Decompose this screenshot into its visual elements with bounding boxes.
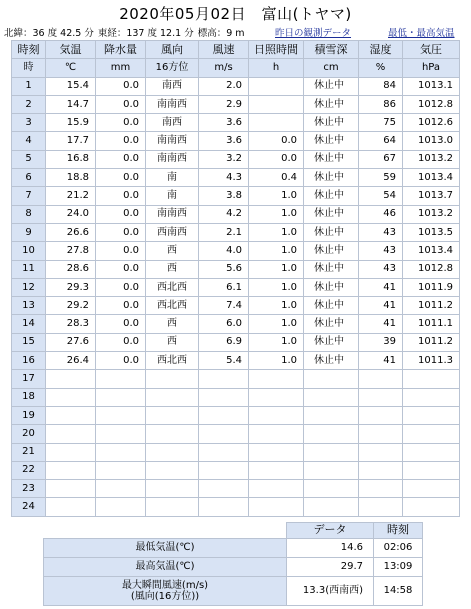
humidity-cell: 41 (359, 297, 403, 315)
table-row (12, 297, 460, 315)
wind-speed-cell: 5.4 (199, 352, 249, 370)
hour-cell: 22 (12, 461, 46, 479)
sunshine-cell: 1.0 (249, 297, 304, 315)
hour-cell: 5 (12, 150, 46, 168)
wind-direction-cell: 南南西 (146, 150, 199, 168)
precipitation-cell: 0.0 (96, 223, 146, 241)
temperature-cell: 29.3 (46, 278, 96, 296)
wind-speed-cell: 2.0 (199, 77, 249, 95)
temperature-cell (46, 498, 96, 516)
pressure-cell (403, 461, 460, 479)
snow-depth-cell (304, 388, 359, 406)
temperature-cell: 14.7 (46, 95, 96, 113)
unit-precipitation: mm (96, 59, 146, 77)
humidity-cell (359, 425, 403, 443)
page-title: 2020年05月02日 富山(トヤマ) (119, 5, 352, 23)
sunshine-cell: 0.4 (249, 169, 304, 187)
pressure-cell (403, 406, 460, 424)
wind-speed-cell: 7.4 (199, 297, 249, 315)
snow-depth-cell: 休止中 (304, 242, 359, 260)
table-row (12, 443, 460, 461)
snow-depth-cell (304, 425, 359, 443)
hour-cell: 9 (12, 223, 46, 241)
snow-depth-cell: 休止中 (304, 114, 359, 132)
summary-time: 13:09 (374, 558, 423, 577)
hour-cell: 12 (12, 278, 46, 296)
pressure-cell (403, 443, 460, 461)
sunshine-cell (249, 480, 304, 498)
sunshine-cell: 1.0 (249, 352, 304, 370)
temperature-cell: 28.6 (46, 260, 96, 278)
wind-direction-cell: 西北西 (146, 278, 199, 296)
humidity-cell (359, 388, 403, 406)
hour-cell: 19 (12, 406, 46, 424)
col-header-sunshine: 日照時間 (249, 41, 304, 59)
hour-cell: 6 (12, 169, 46, 187)
summary-time: 02:06 (374, 539, 423, 558)
snow-depth-cell: 休止中 (304, 150, 359, 168)
wind-direction-cell: 西 (146, 315, 199, 333)
pressure-cell: 1011.3 (403, 352, 460, 370)
unit-humidity: % (359, 59, 403, 77)
snow-depth-cell (304, 480, 359, 498)
wind-direction-cell: 南 (146, 187, 199, 205)
daily-summary-table (43, 522, 423, 606)
snow-depth-cell: 休止中 (304, 297, 359, 315)
snow-depth-cell: 休止中 (304, 278, 359, 296)
temperature-cell: 15.9 (46, 114, 96, 132)
wind-speed-cell: 5.6 (199, 260, 249, 278)
wind-direction-cell: 西南西 (146, 223, 199, 241)
precipitation-cell (96, 425, 146, 443)
sunshine-cell: 1.0 (249, 333, 304, 351)
precipitation-cell: 0.0 (96, 205, 146, 223)
wind-speed-cell: 3.6 (199, 132, 249, 150)
sunshine-cell: 1.0 (249, 260, 304, 278)
snow-depth-cell: 休止中 (304, 333, 359, 351)
unit-header-row (12, 59, 460, 77)
pressure-cell: 1013.2 (403, 150, 460, 168)
summary-value: 13.3(西南西) (287, 577, 374, 606)
humidity-cell (359, 461, 403, 479)
pressure-cell: 1011.2 (403, 333, 460, 351)
wind-direction-cell (146, 425, 199, 443)
wind-speed-cell: 6.1 (199, 278, 249, 296)
wind-direction-cell: 南 (146, 169, 199, 187)
sunshine-cell (249, 370, 304, 388)
temperature-cell (46, 425, 96, 443)
wind-speed-cell: 2.9 (199, 95, 249, 113)
longitude-label: 東経： (97, 28, 127, 39)
sunshine-cell (249, 95, 304, 113)
precipitation-cell: 0.0 (96, 150, 146, 168)
temperature-cell (46, 406, 96, 424)
sunshine-cell: 1.0 (249, 315, 304, 333)
humidity-cell: 41 (359, 315, 403, 333)
snow-depth-cell: 休止中 (304, 205, 359, 223)
sunshine-cell (249, 406, 304, 424)
location-info (4, 25, 245, 39)
humidity-cell: 43 (359, 242, 403, 260)
col-header-wind-direction: 風向 (146, 41, 199, 59)
pressure-cell (403, 498, 460, 516)
unit-sunshine: h (249, 59, 304, 77)
table-row (12, 169, 460, 187)
wind-direction-cell (146, 498, 199, 516)
temperature-cell: 21.2 (46, 187, 96, 205)
humidity-cell: 67 (359, 150, 403, 168)
precipitation-cell (96, 443, 146, 461)
precipitation-cell: 0.0 (96, 260, 146, 278)
precipitation-cell: 0.0 (96, 242, 146, 260)
col-header-humidity: 湿度 (359, 41, 403, 59)
observation-rows (12, 77, 460, 516)
pressure-cell: 1013.0 (403, 132, 460, 150)
wind-direction-cell: 南南西 (146, 132, 199, 150)
pressure-cell: 1012.6 (403, 114, 460, 132)
summary-row-min-temp (44, 539, 423, 558)
unit-pressure: hPa (403, 59, 460, 77)
hour-cell: 17 (12, 370, 46, 388)
humidity-cell: 86 (359, 95, 403, 113)
column-header-row (12, 41, 460, 59)
hour-cell: 14 (12, 315, 46, 333)
table-row (12, 132, 460, 150)
pressure-cell: 1013.4 (403, 242, 460, 260)
wind-speed-cell: 6.0 (199, 315, 249, 333)
latitude-value: 36 度 42.5 分 (32, 28, 94, 39)
humidity-cell (359, 443, 403, 461)
pressure-cell: 1013.7 (403, 187, 460, 205)
unit-wind-direction: 16方位 (146, 59, 199, 77)
col-header-pressure: 気圧 (403, 41, 460, 59)
hour-cell: 11 (12, 260, 46, 278)
snow-depth-cell (304, 443, 359, 461)
summary-label-line1: 最大瞬間風速(m/s) (121, 579, 209, 591)
precipitation-cell (96, 388, 146, 406)
hour-cell: 13 (12, 297, 46, 315)
pressure-cell (403, 480, 460, 498)
table-row (12, 333, 460, 351)
summary-value: 29.7 (287, 558, 374, 577)
table-row (12, 114, 460, 132)
table-row (12, 260, 460, 278)
hour-cell: 21 (12, 443, 46, 461)
wind-speed-cell: 2.1 (199, 223, 249, 241)
snow-depth-cell (304, 461, 359, 479)
precipitation-cell: 0.0 (96, 169, 146, 187)
wind-speed-cell: 4.2 (199, 205, 249, 223)
snow-depth-cell: 休止中 (304, 187, 359, 205)
snow-depth-cell (304, 498, 359, 516)
min-max-temp-link[interactable]: 最低・最高気温 (388, 28, 455, 39)
sunshine-cell: 0.0 (249, 132, 304, 150)
table-row (12, 406, 460, 424)
summary-time: 14:58 (374, 577, 423, 606)
hour-cell: 2 (12, 95, 46, 113)
temperature-cell: 29.2 (46, 297, 96, 315)
hour-cell: 15 (12, 333, 46, 351)
snow-depth-cell: 休止中 (304, 260, 359, 278)
precipitation-cell: 0.0 (96, 132, 146, 150)
wind-direction-cell: 西 (146, 333, 199, 351)
precipitation-cell: 0.0 (96, 114, 146, 132)
temperature-cell (46, 461, 96, 479)
precipitation-cell (96, 370, 146, 388)
hour-cell: 8 (12, 205, 46, 223)
table-row (12, 150, 460, 168)
sunshine-cell: 1.0 (249, 223, 304, 241)
snow-depth-cell (304, 370, 359, 388)
summary-label: 最低気温(℃) (44, 539, 287, 558)
summary-label (44, 577, 287, 606)
table-row (12, 461, 460, 479)
unit-temperature: ℃ (46, 59, 96, 77)
hour-cell: 20 (12, 425, 46, 443)
unit-wind-speed: m/s (199, 59, 249, 77)
pressure-cell (403, 388, 460, 406)
precipitation-cell: 0.0 (96, 297, 146, 315)
wind-direction-cell (146, 388, 199, 406)
snow-depth-cell: 休止中 (304, 315, 359, 333)
pressure-cell: 1013.2 (403, 205, 460, 223)
humidity-cell: 43 (359, 260, 403, 278)
sunshine-cell: 1.0 (249, 205, 304, 223)
summary-header-row (44, 523, 423, 539)
wind-speed-cell: 3.2 (199, 150, 249, 168)
sunshine-cell: 1.0 (249, 242, 304, 260)
elevation-value: 9 m (226, 28, 245, 39)
sunshine-cell (249, 388, 304, 406)
humidity-cell: 54 (359, 187, 403, 205)
longitude-value: 137 度 12.1 分 (126, 28, 194, 39)
temperature-cell (46, 370, 96, 388)
pressure-cell: 1011.9 (403, 278, 460, 296)
humidity-cell: 43 (359, 223, 403, 241)
humidity-cell: 75 (359, 114, 403, 132)
summary-header-blank (44, 523, 287, 539)
temperature-cell: 15.4 (46, 77, 96, 95)
humidity-cell: 41 (359, 278, 403, 296)
temperature-cell (46, 480, 96, 498)
wind-speed-cell: 6.9 (199, 333, 249, 351)
table-row (12, 425, 460, 443)
summary-label: 最高気温(℃) (44, 558, 287, 577)
table-row (12, 223, 460, 241)
table-row (12, 352, 460, 370)
sunshine-cell (249, 498, 304, 516)
snow-depth-cell: 休止中 (304, 95, 359, 113)
hour-cell: 3 (12, 114, 46, 132)
pressure-cell: 1013.1 (403, 77, 460, 95)
humidity-cell: 41 (359, 352, 403, 370)
wind-speed-cell (199, 480, 249, 498)
temperature-cell: 28.3 (46, 315, 96, 333)
temperature-cell: 27.8 (46, 242, 96, 260)
wind-speed-cell: 3.6 (199, 114, 249, 132)
precipitation-cell (96, 480, 146, 498)
precipitation-cell: 0.0 (96, 278, 146, 296)
wind-direction-cell: 西北西 (146, 352, 199, 370)
table-row (12, 242, 460, 260)
hour-cell: 7 (12, 187, 46, 205)
snow-depth-cell: 休止中 (304, 223, 359, 241)
humidity-cell: 39 (359, 333, 403, 351)
col-header-hour: 時刻 (12, 41, 46, 59)
table-row (12, 480, 460, 498)
pressure-cell: 1012.8 (403, 95, 460, 113)
wind-speed-cell (199, 498, 249, 516)
humidity-cell: 59 (359, 169, 403, 187)
wind-direction-cell (146, 370, 199, 388)
temperature-cell (46, 443, 96, 461)
sunshine-cell: 1.0 (249, 278, 304, 296)
wind-direction-cell: 西 (146, 260, 199, 278)
hour-cell: 18 (12, 388, 46, 406)
table-row (12, 315, 460, 333)
precipitation-cell: 0.0 (96, 77, 146, 95)
sunshine-cell (249, 77, 304, 95)
sunshine-cell (249, 425, 304, 443)
precipitation-cell: 0.0 (96, 315, 146, 333)
pressure-cell (403, 425, 460, 443)
wind-speed-cell (199, 388, 249, 406)
sunshine-cell (249, 461, 304, 479)
temperature-cell: 18.8 (46, 169, 96, 187)
precipitation-cell: 0.0 (96, 352, 146, 370)
humidity-cell (359, 370, 403, 388)
temperature-cell (46, 388, 96, 406)
snow-depth-cell (304, 406, 359, 424)
wind-speed-cell (199, 461, 249, 479)
col-header-precipitation: 降水量 (96, 41, 146, 59)
wind-direction-cell (146, 406, 199, 424)
pressure-cell: 1011.1 (403, 315, 460, 333)
sunshine-cell (249, 114, 304, 132)
precipitation-cell (96, 461, 146, 479)
latitude-label: 北緯： (4, 28, 33, 39)
table-row (12, 205, 460, 223)
wind-direction-cell (146, 443, 199, 461)
wind-direction-cell (146, 461, 199, 479)
wind-speed-cell (199, 406, 249, 424)
summary-row-max-gust (44, 577, 423, 606)
unit-snow-depth: cm (304, 59, 359, 77)
temperature-cell: 24.0 (46, 205, 96, 223)
wind-speed-cell: 4.0 (199, 242, 249, 260)
wind-speed-cell: 3.8 (199, 187, 249, 205)
temperature-cell: 17.7 (46, 132, 96, 150)
wind-direction-cell (146, 480, 199, 498)
wind-direction-cell: 西 (146, 242, 199, 260)
humidity-cell: 84 (359, 77, 403, 95)
precipitation-cell: 0.0 (96, 95, 146, 113)
col-header-wind-speed: 風速 (199, 41, 249, 59)
precipitation-cell (96, 498, 146, 516)
humidity-cell (359, 480, 403, 498)
table-row (12, 498, 460, 516)
wind-speed-cell: 4.3 (199, 169, 249, 187)
wind-speed-cell (199, 443, 249, 461)
elevation-label: 標高： (197, 28, 227, 39)
temperature-cell: 16.8 (46, 150, 96, 168)
wind-direction-cell: 西北西 (146, 297, 199, 315)
snow-depth-cell: 休止中 (304, 169, 359, 187)
hour-cell: 24 (12, 498, 46, 516)
snow-depth-cell: 休止中 (304, 352, 359, 370)
wind-direction-cell: 南南西 (146, 95, 199, 113)
summary-row-max-temp (44, 558, 423, 577)
sunshine-cell: 1.0 (249, 187, 304, 205)
humidity-cell (359, 498, 403, 516)
hour-cell: 10 (12, 242, 46, 260)
temperature-cell: 26.4 (46, 352, 96, 370)
hour-cell: 1 (12, 77, 46, 95)
precipitation-cell: 0.0 (96, 187, 146, 205)
hour-cell: 23 (12, 480, 46, 498)
wind-speed-cell (199, 425, 249, 443)
table-row (12, 278, 460, 296)
col-header-temperature: 気温 (46, 41, 96, 59)
pressure-cell: 1012.8 (403, 260, 460, 278)
wind-direction-cell: 南西 (146, 114, 199, 132)
summary-header-data: データ (287, 523, 374, 539)
unit-hour: 時 (12, 59, 46, 77)
humidity-cell (359, 406, 403, 424)
pressure-cell: 1013.4 (403, 169, 460, 187)
precipitation-cell (96, 406, 146, 424)
yesterday-data-link[interactable]: 昨日の観測データ (275, 28, 352, 39)
wind-direction-cell: 南西 (146, 77, 199, 95)
pressure-cell: 1013.5 (403, 223, 460, 241)
snow-depth-cell: 休止中 (304, 132, 359, 150)
summary-value: 14.6 (287, 539, 374, 558)
summary-label-line2: (風向(16方位)) (130, 591, 200, 602)
wind-speed-cell (199, 370, 249, 388)
table-row (12, 370, 460, 388)
sunshine-cell (249, 443, 304, 461)
wind-direction-cell: 南南西 (146, 205, 199, 223)
hourly-observation-table (11, 40, 460, 517)
humidity-cell: 64 (359, 132, 403, 150)
table-row (12, 95, 460, 113)
table-row (12, 77, 460, 95)
table-row (12, 388, 460, 406)
temperature-cell: 26.6 (46, 223, 96, 241)
hour-cell: 4 (12, 132, 46, 150)
pressure-cell: 1011.2 (403, 297, 460, 315)
summary-header-time: 時刻 (374, 523, 423, 539)
precipitation-cell: 0.0 (96, 333, 146, 351)
col-header-snow-depth: 積雪深 (304, 41, 359, 59)
hour-cell: 16 (12, 352, 46, 370)
table-row (12, 187, 460, 205)
temperature-cell: 27.6 (46, 333, 96, 351)
humidity-cell: 46 (359, 205, 403, 223)
snow-depth-cell: 休止中 (304, 77, 359, 95)
sunshine-cell: 0.0 (249, 150, 304, 168)
pressure-cell (403, 370, 460, 388)
